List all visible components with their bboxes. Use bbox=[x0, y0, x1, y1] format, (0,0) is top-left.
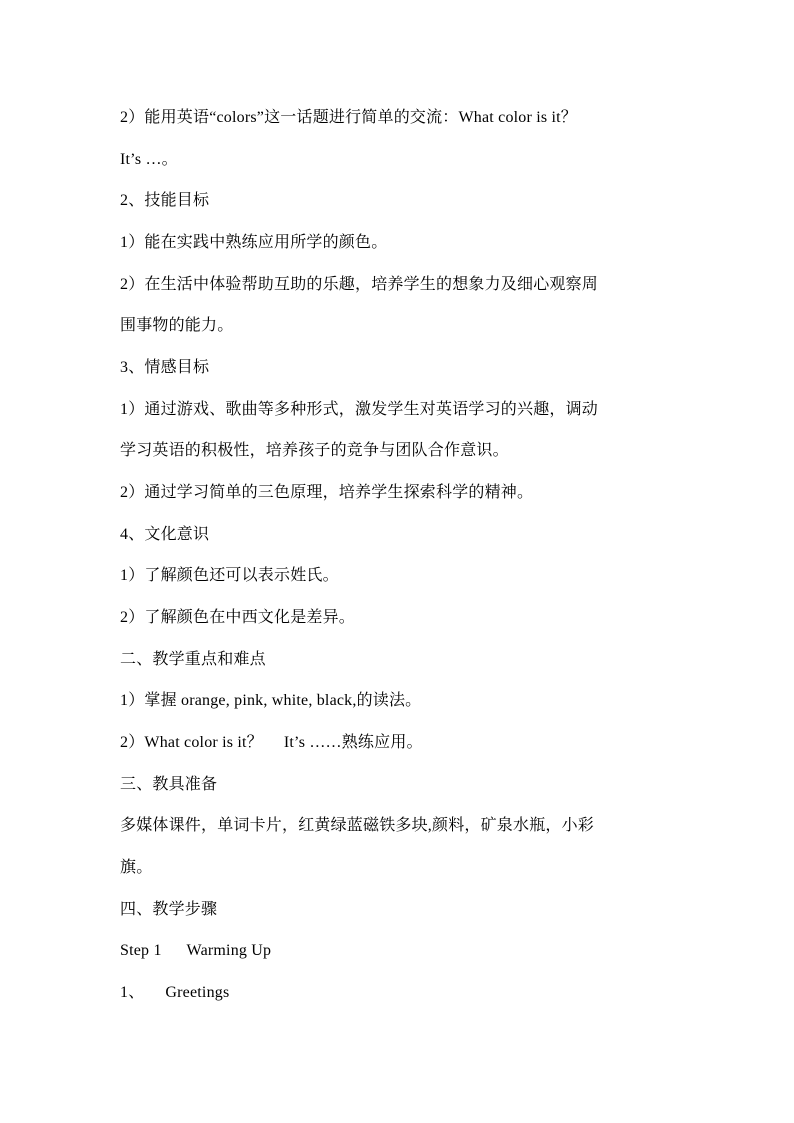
skill-goal-2: 2）在生活中体验帮助互助的乐趣，培养学生的想象力及细心观察周 bbox=[120, 276, 599, 293]
teaching-aids-list-continued: 旗。 bbox=[120, 859, 153, 876]
section-teaching-steps: 四、教学步骤 bbox=[120, 901, 218, 918]
key-point-2: 2）What color is it？ It’s ……熟练应用。 bbox=[120, 734, 423, 751]
section-teaching-aids: 三、教具准备 bbox=[120, 776, 218, 793]
section-emotion-goals: 3、情感目标 bbox=[120, 359, 210, 376]
teaching-aids-list: 多媒体课件，单词卡片，红黄绿蓝磁铁多块,颜料，矿泉水瓶，小彩 bbox=[120, 817, 595, 834]
goal-line-its: It’s …。 bbox=[120, 151, 178, 168]
emotion-goal-2: 2）通过学习简单的三色原理，培养学生探索科学的精神。 bbox=[120, 484, 534, 501]
culture-goal-1: 1）了解颜色还可以表示姓氏。 bbox=[120, 567, 339, 584]
culture-goal-2: 2）了解颜色在中西文化是差异。 bbox=[120, 609, 356, 626]
section-skill-goals: 2、技能目标 bbox=[120, 192, 210, 209]
goal-line-colors-talk: 2）能用英语“colors”这一话题进行简单的交流：What color is it？ bbox=[120, 109, 577, 126]
section-key-points: 二、教学重点和难点 bbox=[120, 651, 266, 668]
emotion-goal-1-continued: 学习英语的积极性，培养孩子的竞争与团队合作意识。 bbox=[120, 442, 509, 459]
skill-goal-2-continued: 围事物的能力。 bbox=[120, 317, 234, 334]
emotion-goal-1: 1）通过游戏、歌曲等多种形式，激发学生对英语学习的兴趣，调动 bbox=[120, 401, 599, 418]
skill-goal-1: 1）能在实践中熟练应用所学的颜色。 bbox=[120, 234, 388, 251]
step-1-item-greetings: 1、 Greetings bbox=[120, 984, 230, 1001]
key-point-1: 1）掌握 orange, pink, white, black,的读法。 bbox=[120, 692, 422, 709]
section-cultural-awareness: 4、文化意识 bbox=[120, 526, 210, 543]
step-1-heading: Step 1 Warming Up bbox=[120, 942, 272, 959]
